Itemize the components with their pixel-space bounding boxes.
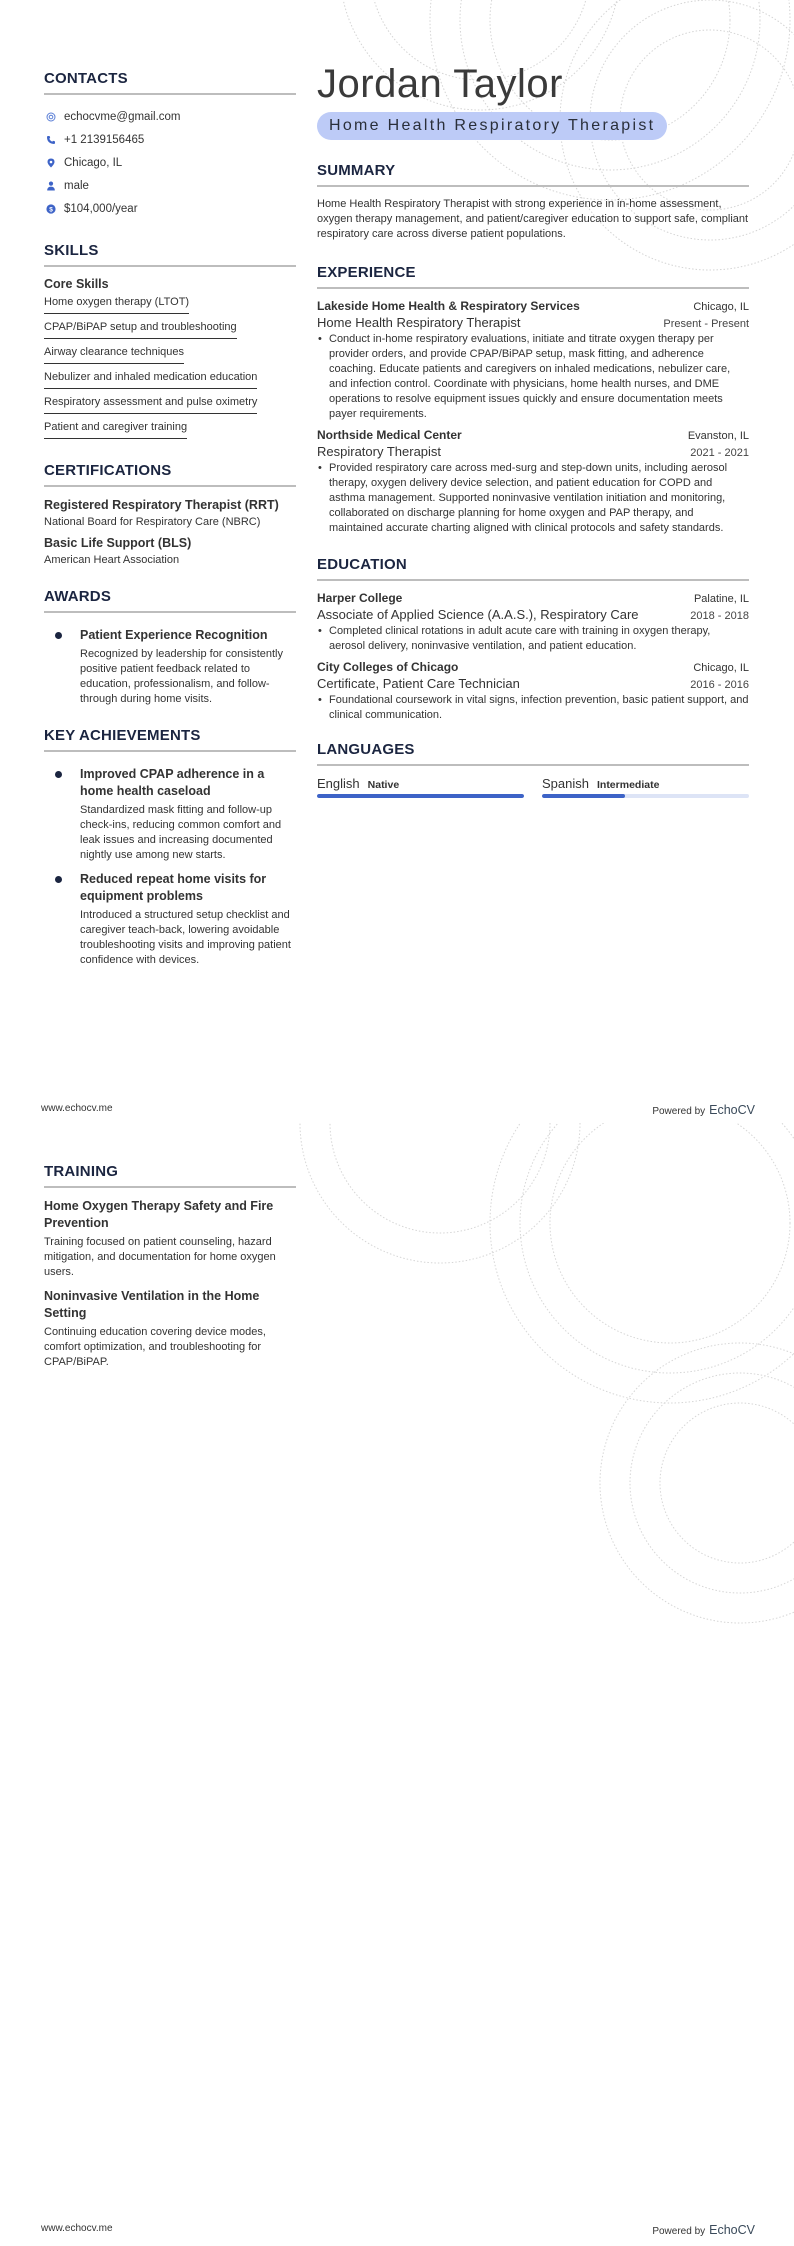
- footer-powered-by: Powered by EchoCV: [652, 1103, 755, 1117]
- left-column: [44, 70, 296, 976]
- certification-name: Basic Life Support (BLS): [44, 536, 192, 550]
- award-title: Patient Experience Recognition: [80, 628, 268, 642]
- bullet-dot-icon: [55, 632, 62, 639]
- skill-item: Respiratory assessment and pulse oximetry: [44, 394, 257, 414]
- education-school: Harper College: [317, 591, 403, 605]
- education-bullets: [317, 693, 749, 723]
- contact-salary: [44, 197, 296, 220]
- certification-item: [44, 535, 296, 566]
- language-item: [542, 776, 749, 798]
- skill-list: [44, 294, 296, 444]
- education-bullets: [317, 624, 749, 654]
- language-proficiency-bar: [542, 794, 749, 798]
- resume-page-1: [0, 0, 794, 1122]
- experience-dates: 2021 - 2021: [690, 447, 749, 459]
- section-title-languages: LANGUAGES: [317, 741, 749, 766]
- contact-phone-value: +1 2139156465: [64, 133, 145, 146]
- education-degree: Certificate, Patient Care Technician: [317, 676, 520, 691]
- language-proficiency-bar: [317, 794, 524, 798]
- training-item: [44, 1288, 296, 1370]
- training-title: Home Oxygen Therapy Safety and Fire Prevention: [44, 1199, 274, 1230]
- education-item: [317, 591, 749, 654]
- certification-issuer: National Board for Respiratory Care (NBRC): [44, 516, 261, 528]
- experience-bullets: [317, 332, 749, 422]
- contact-gender-value: male: [64, 179, 89, 192]
- achievement-title: Improved CPAP adherence in a home health caseload: [80, 767, 265, 798]
- education-dates: 2018 - 2018: [690, 610, 749, 622]
- page-footer: [0, 1103, 794, 1117]
- section-title-experience: EXPERIENCE: [317, 264, 749, 289]
- experience-dates: Present - Present: [663, 318, 749, 330]
- education-school: City Colleges of Chicago: [317, 660, 459, 674]
- footer-powered-by: Powered by EchoCV: [652, 2223, 755, 2237]
- experience-bullet: • Provided respiratory care across med-surg and step-down units, including aerosol therapy, oxygen delivery device selection, and patient education for COPD and asthma management. Supported noninvasive ventilation initiation and monitoring, collaborated on discharge planning for home oxygen and PAP therapy, and maintained accurate charting aligned with clinical protocols and safety standards.: [317, 461, 749, 536]
- at-icon: [46, 112, 56, 122]
- language-level: Intermediate: [596, 779, 660, 791]
- awards-section: [44, 588, 296, 707]
- education-bullet: • Completed clinical rotations in adult acute care with training in oxygen therapy, aerosol delivery, noninvasive ventilation, and patient education.: [317, 624, 749, 654]
- education-location: Chicago, IL: [693, 662, 749, 674]
- language-level: Native: [367, 779, 400, 791]
- summary-text: Home Health Respiratory Therapist with strong experience in in-home assessment, oxygen therapy management, and patient/caregiver education to support safe, compliant respiratory care across diverse patient populations.: [317, 198, 749, 240]
- certification-item: [44, 497, 296, 528]
- footer-website-link[interactable]: www.echocv.me: [41, 2223, 113, 2234]
- achievement-item: [44, 766, 296, 863]
- education-section: [317, 556, 749, 723]
- summary-section: [317, 162, 749, 242]
- training-section: [44, 1163, 296, 1370]
- section-title-contacts: CONTACTS: [44, 70, 296, 95]
- experience-organization: Lakeside Home Health & Respiratory Services: [317, 299, 580, 313]
- section-title-skills: SKILLS: [44, 242, 296, 267]
- experience-location: Chicago, IL: [693, 301, 749, 313]
- contact-location: [44, 151, 296, 174]
- experience-item: [317, 299, 749, 422]
- right-column: [317, 0, 749, 798]
- contacts-section: [44, 70, 296, 220]
- education-bullet: • Foundational coursework in vital signs, infection prevention, basic patient support, and clinical communication.: [317, 693, 749, 723]
- contact-email[interactable]: [44, 105, 296, 128]
- certification-name: Registered Respiratory Therapist (RRT): [44, 498, 279, 512]
- training-item: [44, 1198, 296, 1280]
- background-circles-decoration: [240, 1123, 794, 1703]
- achievement-description: Introduced a structured setup checklist and caregiver teach-back, lowering avoidable troubleshooting visits and improving patient confidence with devices.: [80, 909, 291, 966]
- skill-item: Nebulizer and inhaled medication education: [44, 369, 257, 389]
- skill-item: CPAP/BiPAP setup and troubleshooting: [44, 319, 237, 339]
- bullet-dot-icon: [55, 771, 62, 778]
- training-description: Continuing education covering device modes, comfort optimization, and troubleshooting for CPAP/BiPAP.: [44, 1326, 266, 1368]
- achievement-item: [44, 871, 296, 968]
- section-title-summary: SUMMARY: [317, 162, 749, 187]
- skill-item: Patient and caregiver training: [44, 419, 187, 439]
- page-footer: [0, 2223, 794, 2237]
- contact-phone[interactable]: [44, 128, 296, 151]
- training-title: Noninvasive Ventilation in the Home Setting: [44, 1289, 260, 1320]
- certifications-section: [44, 462, 296, 566]
- education-degree: Associate of Applied Science (A.A.S.), Respiratory Care: [317, 607, 639, 622]
- person-icon: [46, 181, 56, 191]
- skill-item: Home oxygen therapy (LTOT): [44, 294, 189, 314]
- experience-bullets: [317, 461, 749, 536]
- award-description: Recognized by leadership for consistently positive patient feedback related to education, professionalism, and follow-through during home visits.: [80, 648, 284, 705]
- experience-role: Respiratory Therapist: [317, 444, 442, 459]
- achievement-title: Reduced repeat home visits for equipment problems: [80, 872, 267, 903]
- job-title-pill: Home Health Respiratory Therapist: [317, 112, 667, 140]
- footer-brand[interactable]: EchoCV: [709, 2223, 755, 2237]
- skill-group-title: Core Skills: [44, 277, 109, 291]
- contact-gender: [44, 174, 296, 197]
- achievement-description: Standardized mask fitting and follow-up check-ins, reducing common comfort and leak issues and increasing documented nightly use among new starts.: [80, 804, 282, 861]
- education-item: [317, 660, 749, 723]
- certification-issuer: American Heart Association: [44, 554, 180, 566]
- footer-brand[interactable]: EchoCV: [709, 1103, 755, 1117]
- section-title-training: TRAINING: [44, 1163, 296, 1188]
- dollar-coin-icon: [46, 204, 56, 214]
- experience-section: [317, 264, 749, 536]
- section-title-key-achievements: KEY ACHIEVEMENTS: [44, 727, 296, 752]
- contact-email-value: echocvme@gmail.com: [64, 110, 181, 123]
- section-title-awards: AWARDS: [44, 588, 296, 613]
- experience-role: Home Health Respiratory Therapist: [317, 315, 521, 330]
- phone-icon: [46, 135, 56, 145]
- footer-website-link[interactable]: www.echocv.me: [41, 1103, 113, 1114]
- contact-location-value: Chicago, IL: [64, 156, 123, 169]
- award-item: [44, 627, 296, 707]
- language-name: English: [317, 776, 360, 791]
- bullet-dot-icon: [55, 876, 62, 883]
- experience-item: [317, 428, 749, 536]
- svg-text:$: $: [49, 205, 53, 213]
- experience-location: Evanston, IL: [687, 430, 749, 442]
- language-list: [317, 776, 749, 798]
- experience-bullet: • Conduct in-home respiratory evaluations, initiate and titrate oxygen therapy per provider orders, and provide CPAP/BiPAP setup, mask fitting, and adherence coaching. Educate patients and caregivers on inhaled medications, nebulizer care, and infection control. Coordinate with physicians, home health nurses, and DME operations to resolve equipment issues quickly and ensure documentation meets payer requirements.: [317, 332, 749, 422]
- resume-page-2: [0, 1123, 794, 2246]
- language-item: [317, 776, 524, 798]
- section-title-education: EDUCATION: [317, 556, 749, 581]
- section-title-certifications: CERTIFICATIONS: [44, 462, 296, 487]
- left-column-page-2: [44, 1163, 296, 1370]
- languages-section: [317, 741, 749, 798]
- contact-salary-value: $104,000/year: [64, 202, 138, 215]
- language-name: Spanish: [542, 776, 589, 791]
- candidate-name: Jordan Taylor: [317, 62, 563, 106]
- key-achievements-section: [44, 727, 296, 968]
- experience-organization: Northside Medical Center: [317, 428, 462, 442]
- skills-section: [44, 242, 296, 444]
- education-dates: 2016 - 2016: [690, 679, 749, 691]
- skill-item: Airway clearance techniques: [44, 344, 184, 364]
- location-pin-icon: [46, 158, 56, 168]
- training-description: Training focused on patient counseling, hazard mitigation, and documentation for home oxygen users.: [44, 1236, 276, 1278]
- education-location: Palatine, IL: [693, 593, 749, 605]
